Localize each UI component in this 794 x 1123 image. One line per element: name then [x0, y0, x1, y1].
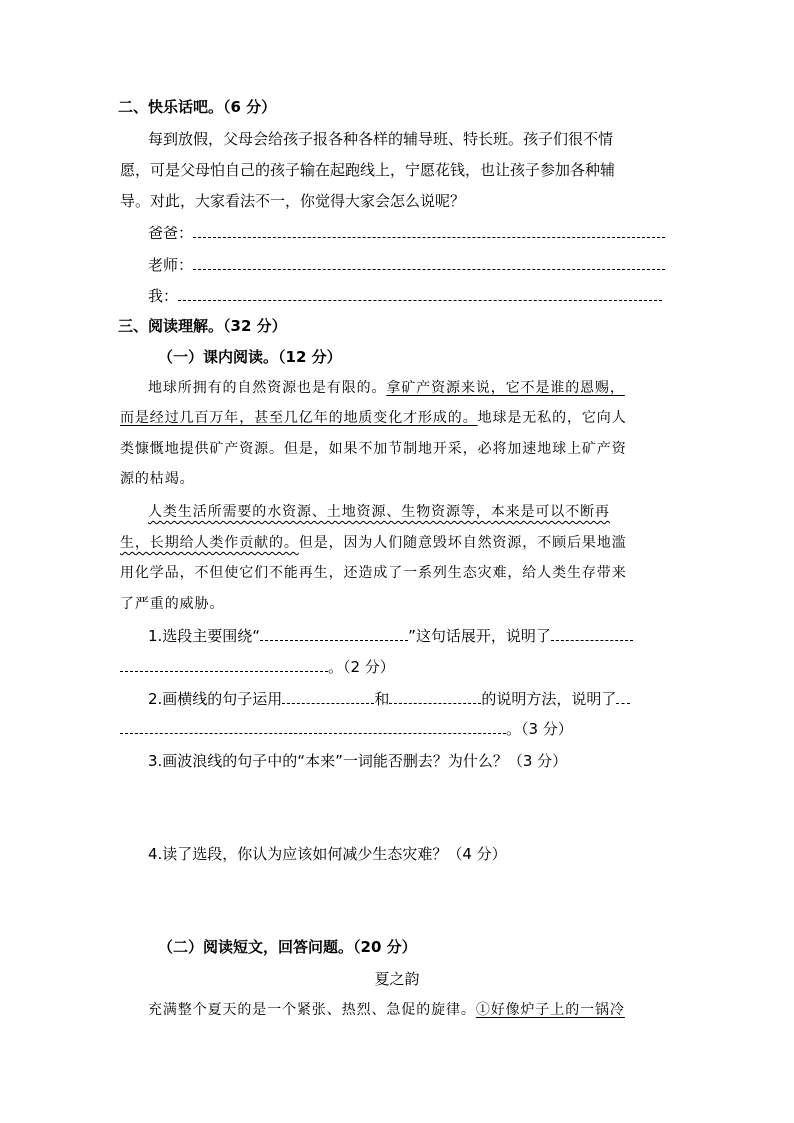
passage-text: 地球所拥有的自然资源也是有限的。: [148, 380, 387, 396]
question-4: 4.读了选段，你认为应该如何减少生态灾难？（4 分）: [148, 845, 507, 863]
section-2-para-line-2: 愿，可是父母怕自己的孩子输在起跑线上，宁愿花钱，也让孩子参加各种辅: [120, 161, 616, 179]
question-1-points: 。（2 分）: [328, 658, 395, 676]
question-2-blank-c-cont[interactable]: [120, 719, 506, 734]
section-2-para-line-3: 导。对此，大家看法不一，你觉得大家会怎么说呢？: [120, 192, 466, 210]
question-2-blank-b[interactable]: [389, 689, 481, 704]
question-2-text: 2.画横线的句子运用: [148, 690, 283, 708]
question-2-points: 。（3 分）: [506, 720, 573, 738]
question-2-text: 的说明方法，说明了: [481, 690, 617, 708]
question-3: 3.画波浪线的句子中的“本来”一词能否删去？为什么？（3 分）: [148, 752, 568, 770]
passage-line-8: 了严重的威胁。: [120, 596, 225, 612]
passage-line-2: [120, 408, 627, 428]
story-title: 夏之韵: [374, 970, 420, 988]
question-1-text: 1.选段主要围绕“: [148, 627, 261, 645]
answer-blank-dad[interactable]: [193, 223, 665, 238]
question-2-text: 和: [374, 690, 390, 708]
question-1-blank-b[interactable]: [551, 626, 633, 641]
passage-line-3: 类慷慨地提供矿产资源。但是，如果不加节制地开采，必将加速地球上矿产资: [120, 441, 627, 457]
passage-text: 但是，因为人们随意毁坏自然资源，不顾后果地滥: [298, 535, 627, 551]
section-2-para-line-1: 每到放假，父母会给孩子报各种各样的辅导班、特长班。孩子们很不情: [148, 130, 614, 148]
question-1-line-1: [148, 626, 633, 646]
question-2-blank-c[interactable]: [616, 689, 630, 704]
question-1-text: ”这句话展开，说明了: [408, 627, 551, 645]
answer-blank-teacher[interactable]: [193, 255, 665, 270]
part-1-title: （一）课内阅读。（12 分）: [158, 348, 342, 366]
passage-underlined-text: 而是经过几百万年，甚至几亿年的地质变化才形成的。: [120, 410, 478, 426]
question-1-blank-b-cont[interactable]: [120, 657, 328, 672]
answer-line-teacher: [148, 255, 665, 275]
passage-wavy-text: 人类生活所需要的水资源、土地资源、生物资源等，: [148, 504, 491, 520]
story-text: 充满整个夏天的是一个紧张、热烈、急促的旋律。: [148, 1002, 476, 1018]
answer-label-teacher: 老师：: [148, 256, 194, 274]
section-3-title: 三、阅读理解。（32 分）: [118, 317, 287, 335]
passage-line-1: [148, 378, 625, 398]
question-2-line-1: [148, 689, 630, 709]
passage-line-6: [120, 533, 627, 553]
question-1-line-2: [120, 657, 395, 677]
question-3-answer-area[interactable]: [120, 780, 660, 840]
passage-line-4: 源的枯竭。: [120, 471, 195, 487]
story-underlined-text: ①好像炉子上的一锅冷: [475, 1002, 625, 1018]
answer-label-dad: 爸爸：: [148, 224, 194, 242]
question-2-line-2: [120, 719, 573, 739]
answer-line-me: [148, 286, 662, 306]
answer-label-me: 我：: [148, 287, 179, 305]
passage-text: 地球是无私的，它向人: [477, 410, 627, 426]
passage-underlined-text: 拿矿产资源来说，它不是谁的恩赐，: [386, 380, 625, 396]
part-2-title: （二）阅读短文，回答问题。（20 分）: [158, 938, 417, 956]
passage-line-7: 用化学品，不但使它们不能再生，还造成了一系列生态灾难，给人类生存带来: [120, 565, 627, 581]
passage-line-5: [148, 502, 610, 522]
passage-wavy-text: 生，长期给人类作贡献的。: [120, 535, 299, 551]
question-1-blank-a[interactable]: [260, 626, 408, 641]
passage-wavy-text: 本来是可以不断再: [490, 504, 610, 520]
answer-line-dad: [148, 223, 665, 243]
question-2-blank-a[interactable]: [282, 689, 374, 704]
story-line-1: [148, 1000, 625, 1020]
section-2-title: 二、快乐话吧。（6 分）: [118, 98, 277, 116]
question-4-answer-area[interactable]: [120, 872, 660, 932]
answer-blank-me[interactable]: [178, 286, 662, 301]
